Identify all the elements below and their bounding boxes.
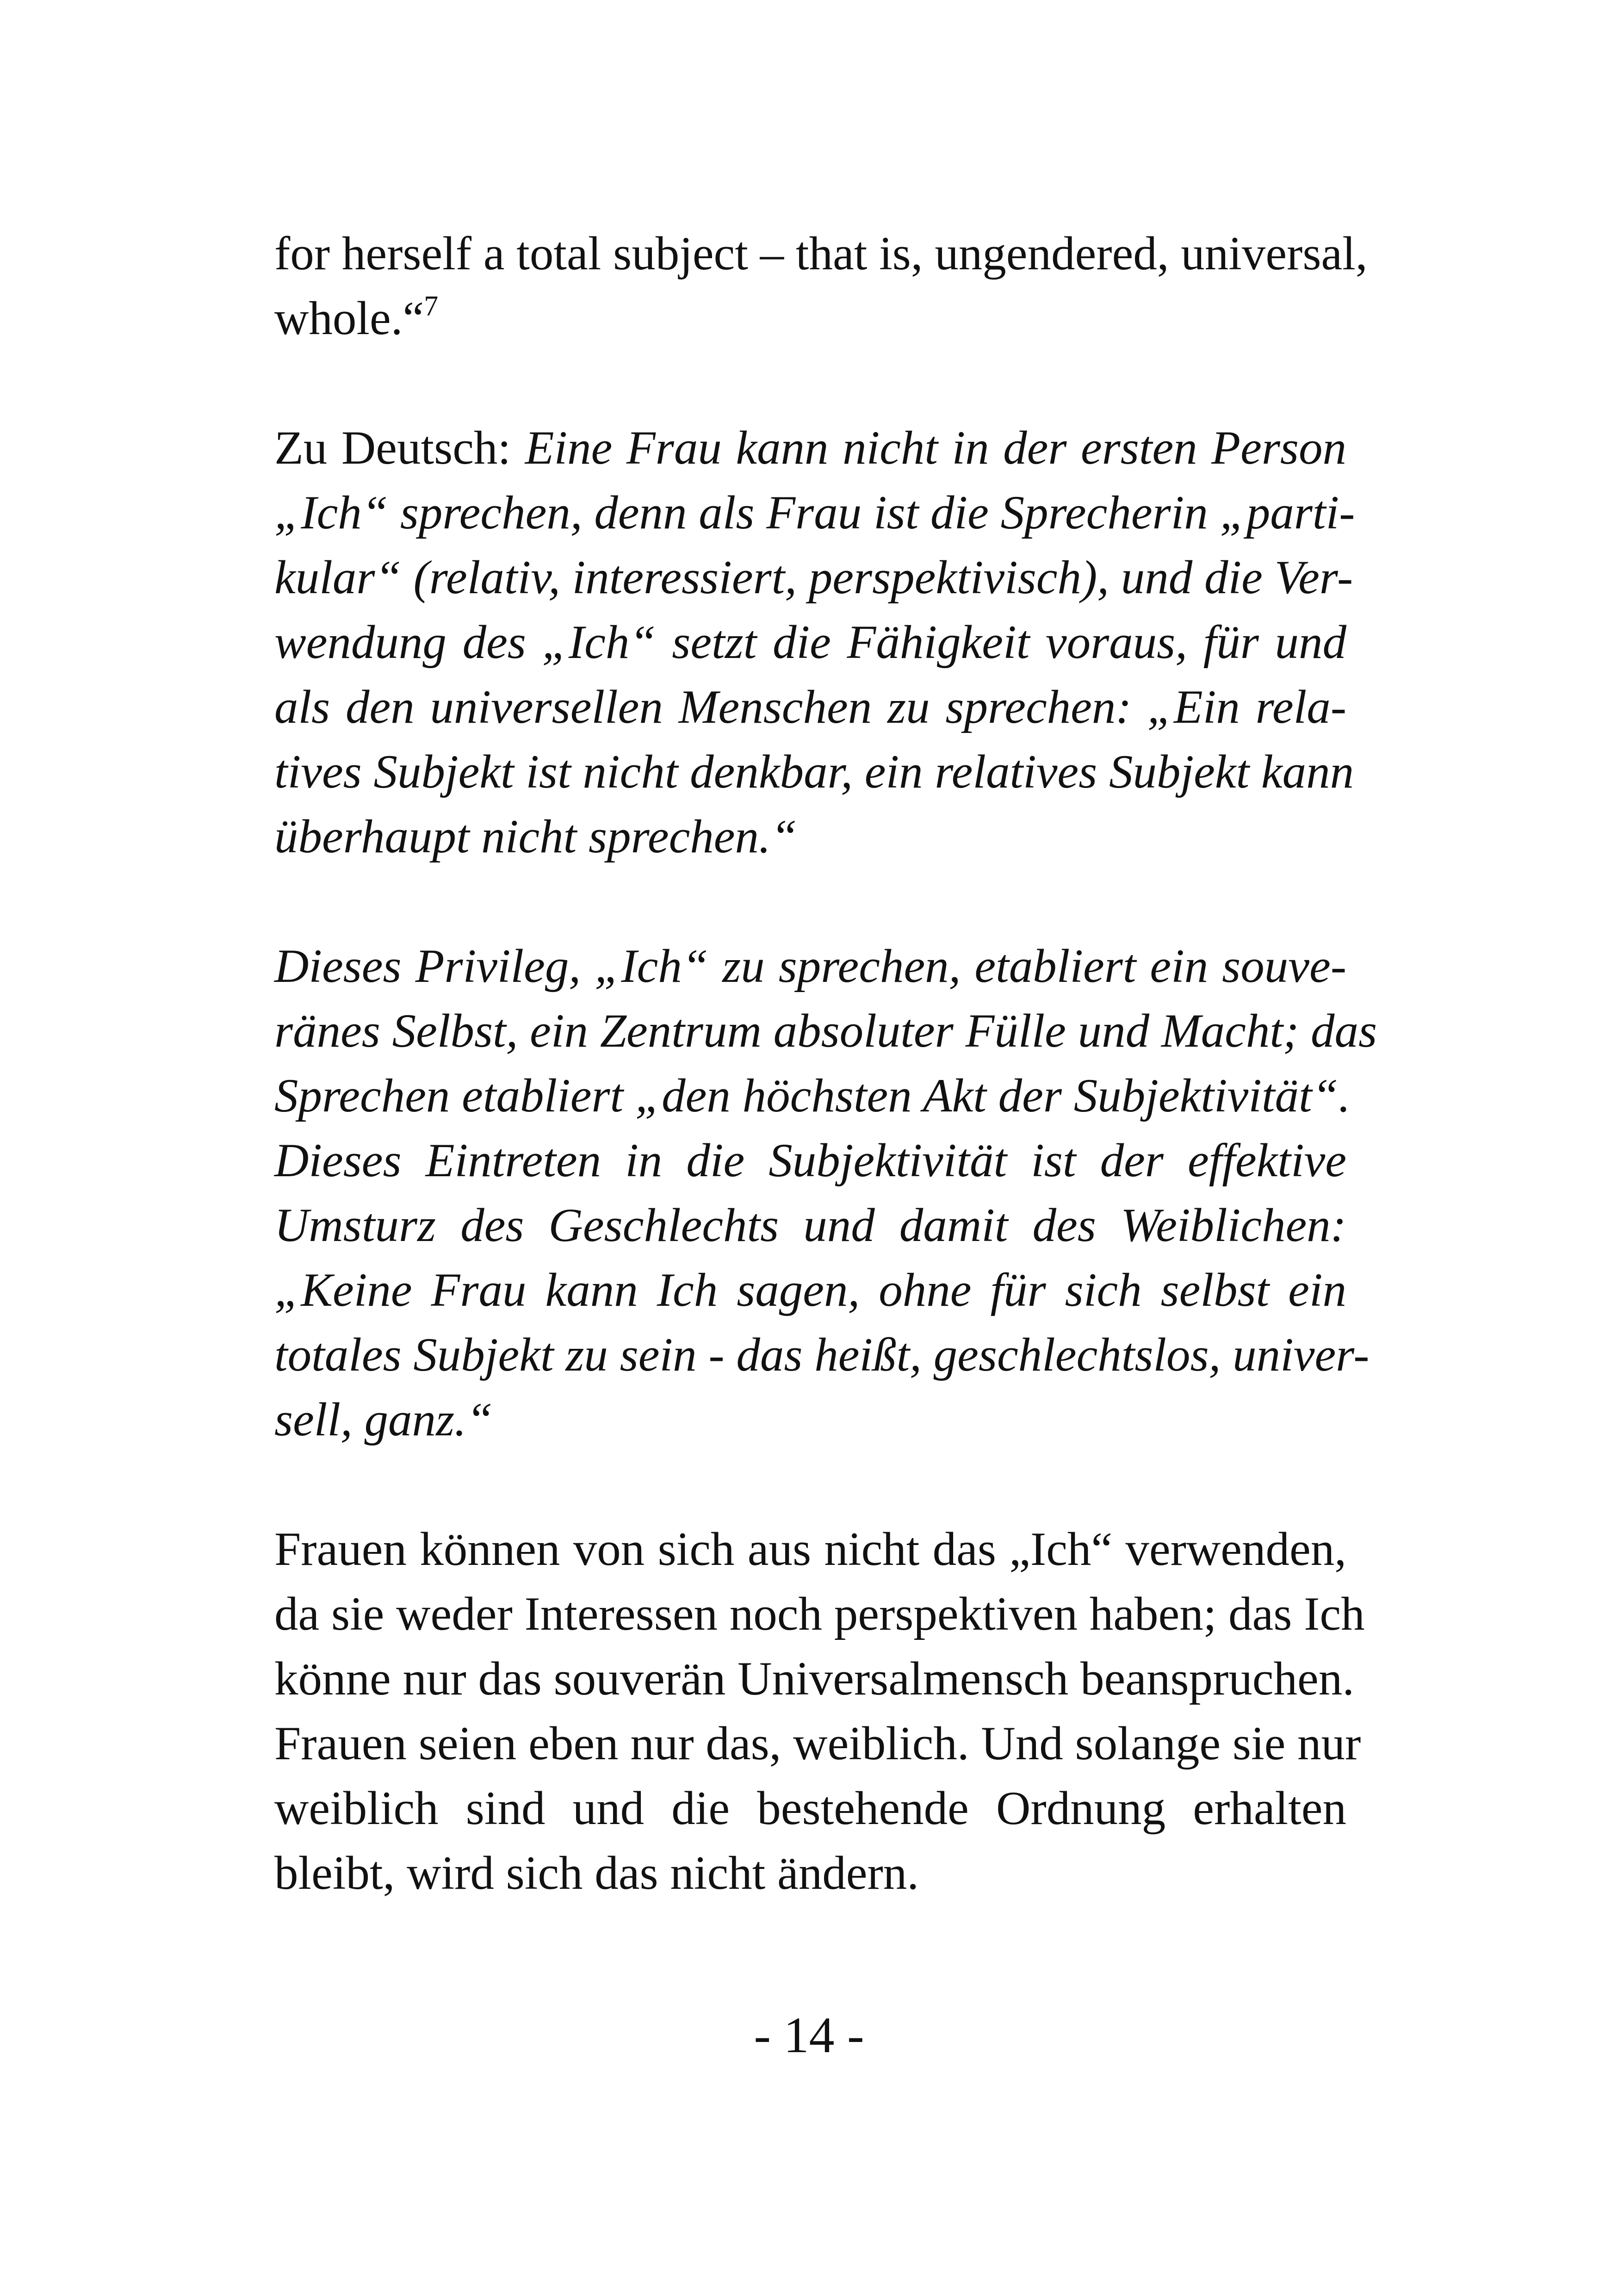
text-line: „Keine Frau kann Ich sagen, ohne für sich selbst ein xyxy=(274,1264,1346,1316)
text-line: als den universellen Menschen zu sprechen: „Ein rela- xyxy=(274,681,1346,733)
text-line: könne nur das souverän Universalmensch beanspruchen. xyxy=(274,1652,1354,1705)
text-line: ränes Selbst, ein Zentrum absoluter Fülle und Macht; das xyxy=(274,1005,1377,1057)
footnote-marker: 7 xyxy=(424,291,439,322)
text-line: Dieses Privileg, „Ich“ zu sprechen, etabliert ein souve- xyxy=(274,940,1346,993)
text-line: „Ich“ sprechen, denn als Frau ist die Sprecherin „parti- xyxy=(274,486,1355,539)
page-number: - 14 - xyxy=(754,2007,864,2063)
text-fragment: whole.“ xyxy=(274,292,424,345)
text-line: Frauen können von sich aus nicht das „Ich“ verwenden, xyxy=(274,1523,1346,1576)
text-line: weiblich sind und die bestehende Ordnung erhalten xyxy=(274,1782,1346,1835)
text-fragment-italic: Eine Frau kann nicht in der ersten Person xyxy=(525,422,1346,474)
text-line: sell, ganz.“ xyxy=(274,1393,493,1446)
text-line: Umsturz des Geschlechts und damit des Weiblichen: xyxy=(274,1199,1346,1252)
text-line: kular“ (relativ, interessiert, perspektivisch), und die Ver- xyxy=(274,551,1353,604)
paragraph-translation xyxy=(274,416,1355,869)
text-line: totales Subjekt zu sein - das heißt, geschlechtslos, univer- xyxy=(274,1328,1370,1381)
text-line: bleibt, wird sich das nicht ändern. xyxy=(274,1847,919,1899)
text-line xyxy=(274,416,1346,480)
text-line: überhaupt nicht sprechen.“ xyxy=(274,810,798,863)
paragraph-commentary xyxy=(274,1517,1365,1905)
text-line: tives Subjekt ist nicht denkbar, ein relatives Subjekt kann xyxy=(274,745,1354,798)
text-line: for herself a total subject – that is, ungendered, universal, xyxy=(274,227,1368,280)
text-line xyxy=(274,286,1346,351)
text-line: da sie weder Interessen noch perspektiven haben; das Ich xyxy=(274,1588,1365,1640)
text-line: Sprechen etabliert „den höchsten Akt der Subjektivität“. xyxy=(274,1069,1351,1122)
text-line: Dieses Eintreten in die Subjektivität ist der effektive xyxy=(274,1134,1346,1187)
text-line: wendung des „Ich“ setzt die Fähigkeit voraus, für und xyxy=(274,616,1346,669)
text-line: Frauen seien eben nur das, weiblich. Und solange sie nur xyxy=(274,1717,1361,1770)
paragraph-privilege xyxy=(274,934,1377,1452)
text-fragment-lead-in: Zu Deutsch: xyxy=(274,422,525,474)
paragraph-quote-end xyxy=(274,221,1368,351)
